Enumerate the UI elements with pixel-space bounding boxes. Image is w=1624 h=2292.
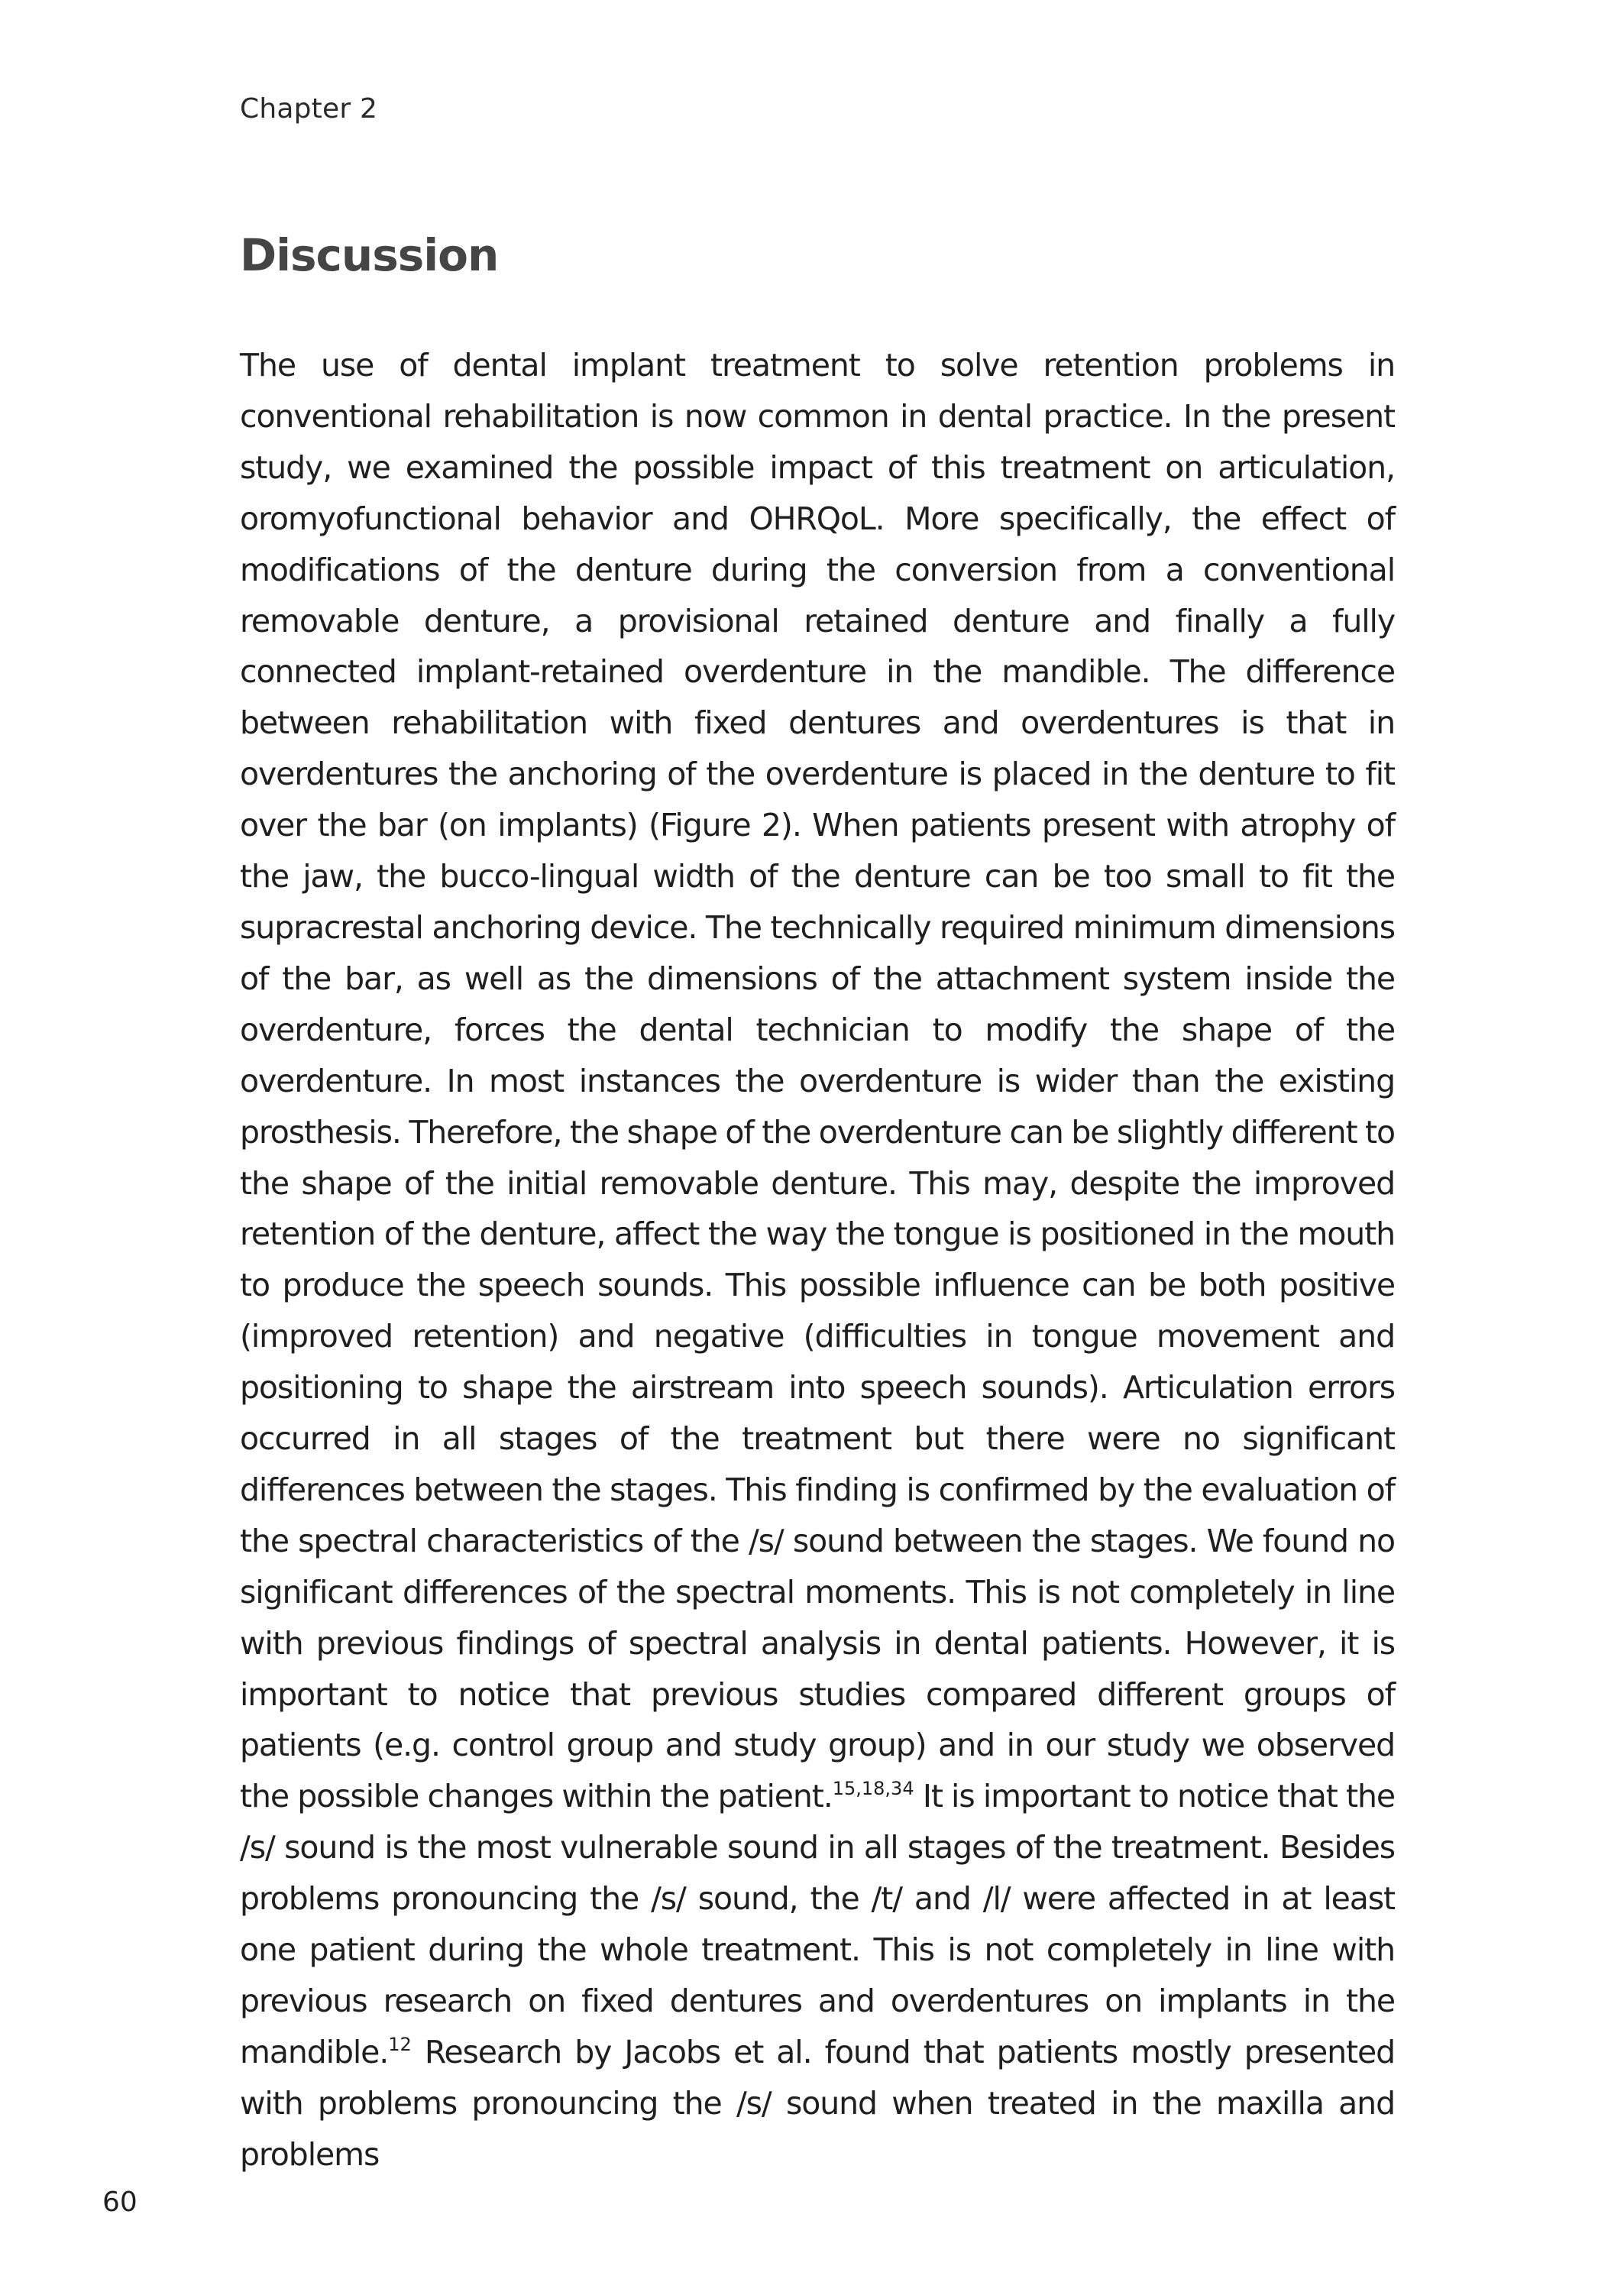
body-text-segment: Research by Jacobs et al. found that patients mostly presented with problems pronouncing the /s/ sound when treated in the maxilla and problems: [240, 2033, 1395, 2173]
running-head: Chapter 2: [240, 93, 378, 125]
body-text-segment: It is important to notice that the /s/ sound is the most vulnerable sound in all stages of the treatment. Besides problems pronouncing the /s/ sound, the /t/ and /l/ were affected in at least one patient during the whole treatment. This is not completely in line with previous research on fixed dentures and overdentures on implants in the mandible.: [240, 1778, 1395, 2070]
page-number: 60: [102, 2187, 137, 2218]
body-paragraph: [240, 340, 1395, 2180]
citation-superscript: 12: [388, 2033, 412, 2055]
body-text-segment: The use of dental implant treatment to solve retention problems in conventional rehabilitation is now common in dental practice. In the present study, we examined the possible impact of this treatment on articulation, oromyofunctional behavior and OHRQoL. More specifically, the effect of modifications of the denture during the conversion from a conventional removable denture, a provisional retained denture and finally a fully connected implant-retained overdenture in the mandible. The difference between rehabilitation with fixed dentures and overdentures is that in overdentures the anchoring of the overdenture is placed in the denture to fit over the bar (on implants) (Figure 2). When patients present with atrophy of the jaw, the bucco-lingual width of the denture can be too small to fit the supracrestal anchoring device. The technically required minimum dimensions of the bar, as well as the dimensions of the attachment system inside the overdenture, forces the dental technician to modify the shape of the overdenture. In most instances the overdenture is wider than the existing prosthesis. Therefore, the shape of the overdenture can be slightly different to the shape of the initial removable denture. This may, despite the improved retention of the denture, affect the way the tongue is positioned in the mouth to produce the speech sounds. This possible influence can be both positive (improved retention) and negative (difficulties in tongue movement and positioning to shape the airstream into speech sounds). Articulation errors occurred in all stages of the treatment but there were no significant differences between the stages. This finding is confirmed by the evaluation of the spectral characteristics of the /s/ sound between the stages. We found no significant differences of the spectral moments. This is not completely in line with previous findings of spectral analysis in dental patients. However, it is important to notice that previous studies compared different groups of patients (e.g. control group and study group) and in our study we observed the possible changes within the patient.: [240, 347, 1395, 1815]
section-heading: Discussion: [240, 229, 499, 281]
citation-superscript: 15,18,34: [832, 1778, 914, 1800]
